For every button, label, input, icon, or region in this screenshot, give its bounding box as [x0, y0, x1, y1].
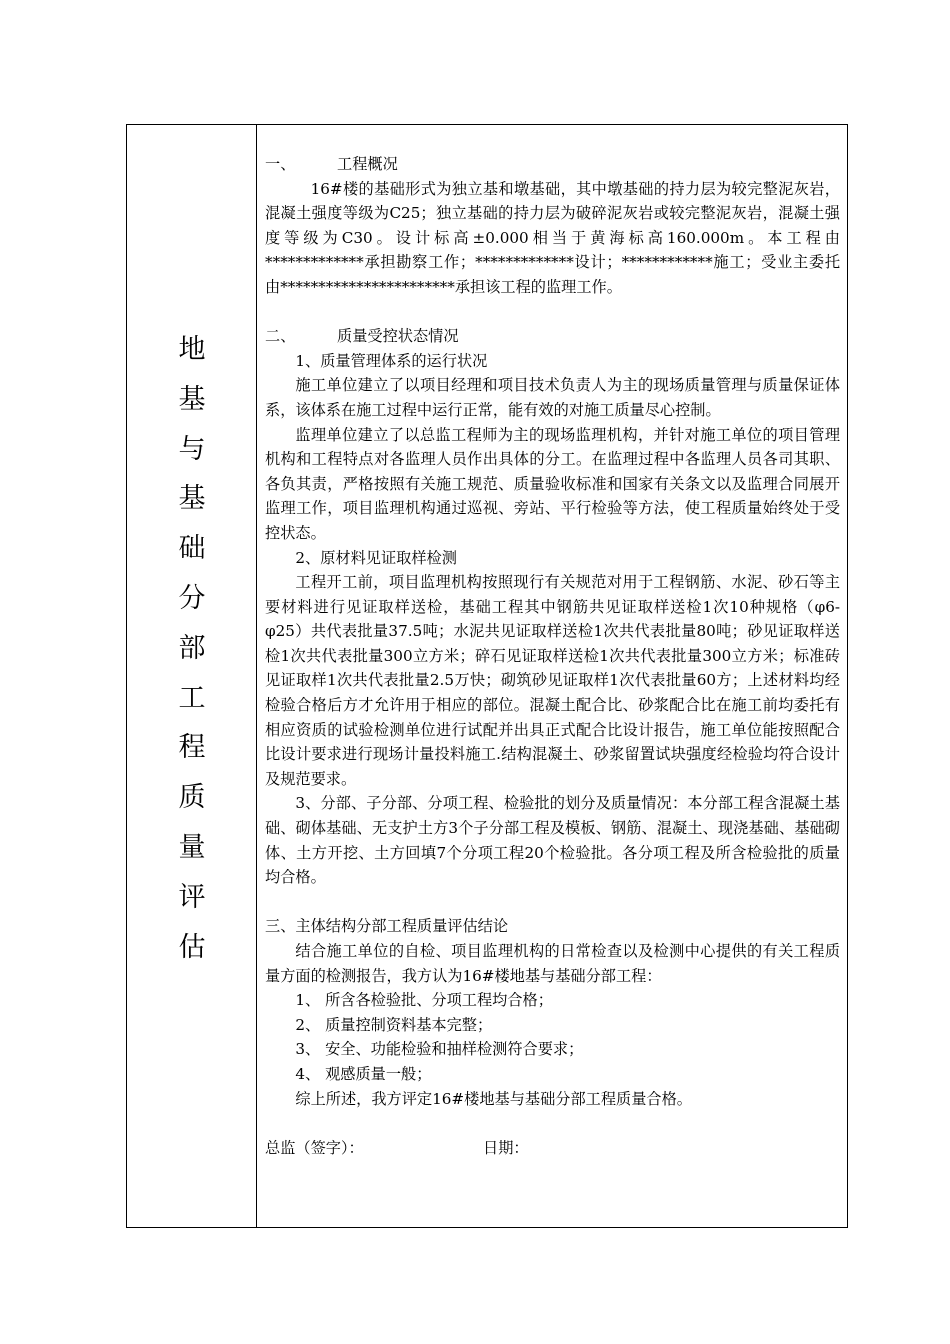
section2-heading — [265, 324, 840, 349]
final-conclusion: 综上所述，我方评定16#楼地基与基础分部工程质量合格。 — [295, 1089, 692, 1108]
signature-row — [265, 1136, 840, 1161]
conclusion-item: 3、 安全、功能检验和抽样检测符合要求； — [295, 1040, 584, 1059]
title-char: 基 — [178, 383, 206, 415]
section1-heading — [265, 152, 840, 177]
section1-paragraph: 16#楼的基础形式为独立基和墩基础，其中墩基础的持力层为较完整泥灰岩，混凝土强度等级为C25；独立基础的持力层为破碎泥灰岩或较完整泥灰岩，混凝土强度等级为C30。设计标高±0.000相当于黄海标高160.000m。本工程由*************承担勘察工作；*************设计；************施工；受业主委托由***********************承担该工程的监理工作。 — [265, 179, 840, 296]
supervisor-signature-label: 总监（签字）： — [265, 1138, 364, 1157]
title-column — [127, 125, 257, 1227]
item1-paragraph-1: 施工单位建立了以项目经理和项目技术负责人为主的现场质量管理与质量保证体系，该体系在施工过程中运行正常，能有效的对施工质量尽心控制。 — [265, 376, 840, 419]
title-char: 部 — [178, 632, 206, 664]
conclusion-item: 1、 所含各检验批、分项工程均合格； — [295, 991, 553, 1010]
item2-paragraph: 工程开工前，项目监理机构按照现行有关规范对用于工程钢筋、水泥、砂石等主要材料进行见证取样送检，基础工程其中钢筋共见证取样送检1次10种规格（φ6-φ25）共代表批量37.5吨；水泥共见证取样送检1次共代表批量80吨；砂见证取样送检1次共代表批量300立方米；碎石见证取样送检1次共代表批量300立方米；标准砖见证取样1次共代表批量2.5万快；砌筑砂见证取样1次代表批量60方；上述材料均经检验合格后方才允许用于相应的部位。混凝土配合比、砂浆配合比在施工前均委托有相应资质的试验检测单位进行试配并出具正式配合比设计报告，施工单位能按照配合比设计要求进行现场计量投料施工.结构混凝土、砂浆留置试块强度经检验均符合设计及规范要求。 — [265, 573, 840, 788]
title-char: 础 — [178, 533, 206, 565]
section2-number: 二、 — [265, 327, 296, 346]
date-label: 日期： — [483, 1138, 529, 1157]
item2-title: 2、原材料见证取样检测 — [295, 548, 457, 567]
title-char: 分 — [178, 582, 206, 614]
section2-title: 质量受控状态情况 — [337, 327, 459, 346]
item1-paragraph-2: 监理单位建立了以总监工程师为主的现场监理机构，并针对施工单位的项目管理机构和工程特点对各监理人员作出具体的分工。在监理过程中各监理人员各司其职、各负其责，严格按照有关施工规范、质量验收标准和国家有关条文以及监理合同展开监理工作，项目监理机构通过巡视、旁站、平行检验等方法，使工程质量始终处于受控状态。 — [265, 425, 840, 542]
title-char: 基 — [178, 483, 206, 515]
conclusion-item: 4、 观感质量一般； — [295, 1064, 432, 1083]
item3-paragraph: 3、分部、子分部、分项工程、检验批的划分及质量情况：本分部工程含混凝土基础、砌体基础、无支护土方3个子分部工程及模板、钢筋、混凝土、现浇基础、基础砌体、土方开挖、土方回填7个分项工程20个检验批。各分项工程及所含检验批的质量均合格。 — [265, 794, 840, 887]
section1-title: 工程概况 — [337, 155, 398, 173]
content-cell — [265, 152, 840, 1160]
title-char: 质 — [178, 782, 206, 814]
item1-title: 1、质量管理体系的运行状况 — [295, 351, 488, 370]
evaluation-table — [126, 124, 848, 1228]
vertical-title — [127, 325, 257, 972]
section3-paragraph: 结合施工单位的自检、项目监理机构的日常检查以及检测中心提供的有关工程质量方面的检测报告，我方认为16#楼地基与基础分部工程： — [265, 942, 840, 985]
title-char: 与 — [178, 433, 206, 465]
title-char: 量 — [178, 831, 206, 863]
title-char: 评 — [178, 881, 206, 913]
conclusion-item: 2、 质量控制资料基本完整； — [295, 1015, 493, 1034]
title-char: 工 — [178, 682, 206, 714]
title-char: 估 — [178, 931, 206, 963]
section1-number: 一、 — [265, 155, 296, 173]
title-char: 程 — [178, 732, 206, 764]
section3-heading: 三、主体结构分部工程质量评估结论 — [265, 917, 508, 936]
title-char: 地 — [178, 334, 206, 365]
